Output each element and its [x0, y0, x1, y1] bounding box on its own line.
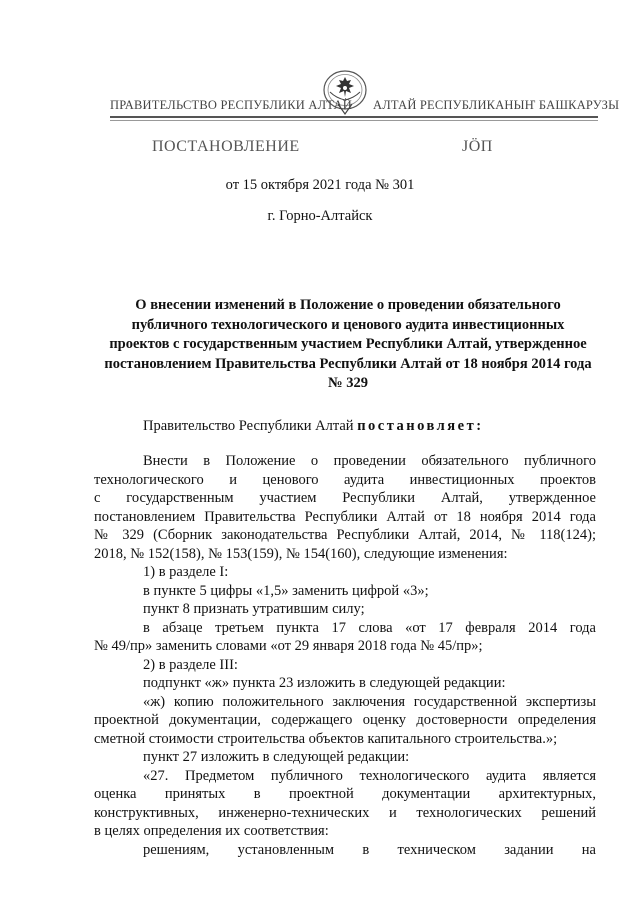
preamble-text: Правительство Республики Алтай: [143, 418, 358, 434]
paragraph: [94, 452, 596, 563]
paragraph-line: конструктивных, инженерно-технических и технологических решений: [94, 804, 596, 821]
paragraph-line: 2018, № 152(158), № 153(159), № 154(160), следующие изменения:: [94, 545, 508, 562]
document-date-number: от 15 октября 2021 года № 301: [225, 177, 415, 193]
paragraph-line: в пункте 5 цифры «1,5» заменить цифрой «3»;: [143, 582, 429, 599]
preamble-emphasis: постановляет:: [357, 418, 484, 434]
header-org-name-ru: ПРАВИТЕЛЬСТВО РЕСПУБЛИКИ АЛТАЙ: [110, 98, 352, 112]
paragraph-line: проектной документации, содержащего оценку достоверности определения: [94, 712, 596, 728]
paragraph: [94, 582, 596, 601]
document-type-alt: ЈӦП: [462, 138, 493, 155]
document-city: г. Горно-Алтайск: [267, 208, 373, 224]
paragraph-line: с государственным участием Республики Алтай, утвержденное: [94, 490, 596, 506]
paragraph: [94, 674, 596, 693]
paragraph: [94, 767, 596, 841]
paragraph-line: сметной стоимости строительства объектов капитального строительства.»;: [94, 730, 558, 747]
document-type-ru: ПОСТАНОВЛЕНИЕ: [152, 138, 300, 155]
paragraph-line: № 49/пр» заменить словами «от 29 января 2018 года № 45/пр»;: [94, 638, 483, 654]
paragraph: [94, 841, 596, 860]
paragraph-line: пункт 27 изложить в следующей редакции:: [143, 749, 410, 765]
paragraph: [94, 693, 596, 749]
paragraph-line: Внести в Положение о проведении обязательного публичного: [143, 453, 596, 469]
paragraph-line: решениям, установленным в техническом задании на: [143, 841, 596, 858]
paragraph-line: 2) в разделе III:: [143, 656, 238, 673]
paragraph-line: № 329 (Сборник законодательства Республики Алтай, 2014, № 118(124);: [94, 527, 596, 543]
paragraph: [94, 563, 596, 582]
paragraph-line: в целях определения их соответствия:: [94, 823, 329, 839]
header-divider-thin: [110, 120, 598, 121]
header-org-name-alt: АЛТАЙ РЕСПУБЛИКАНЫҤ БАШКАРУЗЫ: [373, 98, 620, 112]
paragraph-line: пункт 8 признать утратившим силу;: [143, 601, 365, 617]
document-title: О внесении изменений в Положение о проведении обязательного публичного технологического и ценового аудита инвестиционных проектов с государственным участием Республики Алтай, утвержденное постановлением Правительства Республики Алтай от 18 ноября 2014 года № 329: [104, 297, 592, 391]
paragraph: [94, 619, 596, 656]
paragraph-line: «27. Предметом публичного технологического аудита является: [143, 767, 596, 784]
paragraph-line: оценка принятых в проектной документации архитектурных,: [94, 786, 596, 802]
preamble: [143, 418, 484, 435]
document-body: [94, 452, 596, 859]
paragraph-line: 1) в разделе I:: [143, 564, 229, 580]
paragraph-line: в абзаце третьем пункта 17 слова «от 17 февраля 2014 года: [143, 619, 596, 636]
paragraph-line: «ж) копию положительного заключения государственной экспертизы: [143, 693, 596, 710]
paragraph-line: постановлением Правительства Республики Алтай от 18 ноября 2014 года: [94, 508, 596, 525]
paragraph-line: технологического и ценового аудита инвестиционных проектов: [94, 471, 596, 488]
paragraph: [94, 600, 596, 619]
header-divider: [110, 116, 598, 118]
paragraph-line: подпункт «ж» пункта 23 изложить в следующей редакции:: [143, 675, 506, 691]
paragraph: [94, 656, 596, 675]
paragraph: [94, 748, 596, 767]
